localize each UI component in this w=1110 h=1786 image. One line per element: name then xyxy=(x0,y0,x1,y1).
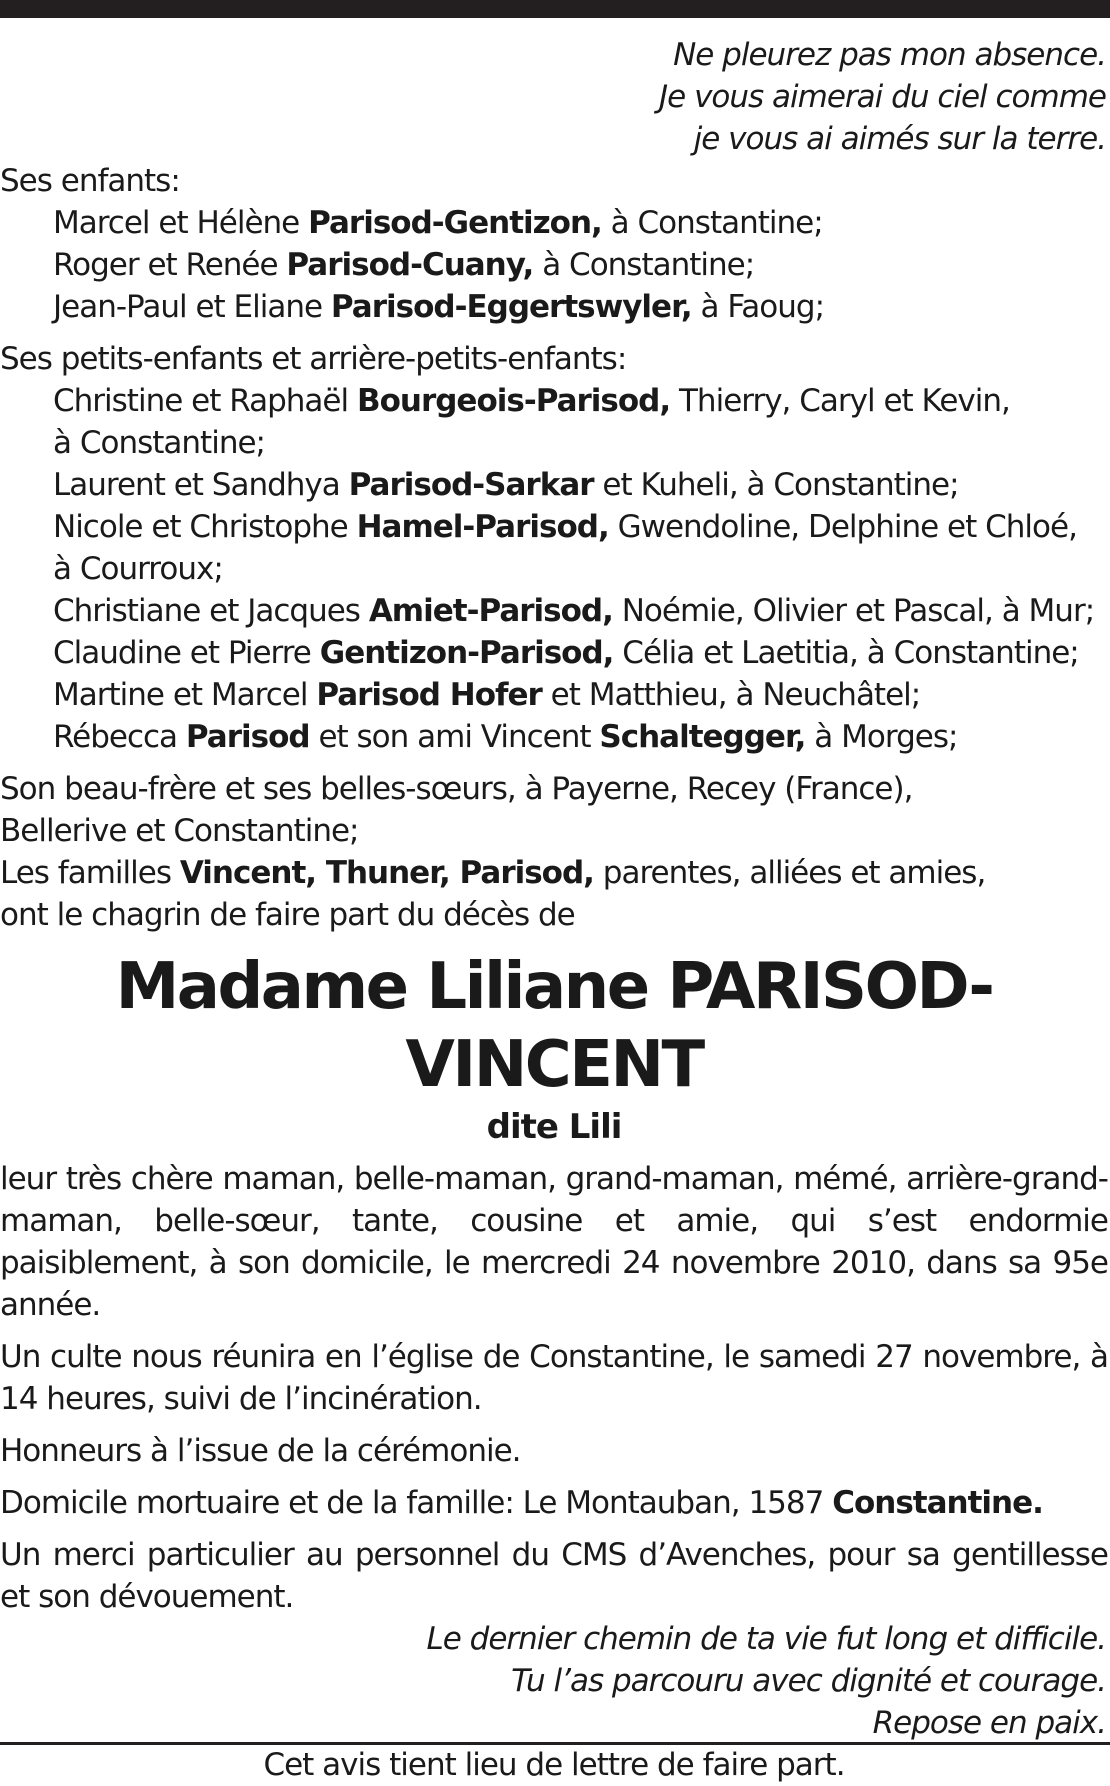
grandchild-line xyxy=(0,506,1108,548)
family-name: Bourgeois-Parisod, xyxy=(356,383,671,419)
verse-line: Repose en paix. xyxy=(872,1705,1106,1741)
tribute-paragraph: leur très chère maman, belle-maman, grand-maman, mémé, arrière-grand-maman, belle-sœur, tante, cousine et amie, qui s’est endormie paisiblement, à son domicile, le mercredi 24 novembre 2010, dans sa 95e année. xyxy=(0,1161,1108,1323)
child-line xyxy=(0,244,1108,286)
text: à Constantine; xyxy=(533,247,755,283)
family-name: Vincent, Thuner, Parisod, xyxy=(179,855,594,891)
text: parentes, alliées et amies, xyxy=(593,855,986,891)
text: Martine et Marcel xyxy=(53,677,317,713)
grandchild-line xyxy=(0,716,1108,758)
children-heading: Ses enfants: xyxy=(0,163,180,199)
text: à Faoug; xyxy=(691,289,825,325)
text: et son ami Vincent xyxy=(309,719,600,755)
text: à Constantine; xyxy=(601,205,823,241)
text: Gwendoline, Delphine et Chloé, xyxy=(608,509,1077,545)
inlaws-line: Bellerive et Constantine; xyxy=(0,813,359,849)
deceased-nickname: dite Lili xyxy=(486,1107,622,1147)
text: Roger et Renée xyxy=(53,247,287,283)
family-name: Parisod-Cuany, xyxy=(286,247,534,283)
family-name: Parisod Hofer xyxy=(316,677,542,713)
grandchild-line: à Constantine; xyxy=(53,425,265,461)
ceremony-paragraph: Un culte nous réunira en l’église de Constantine, le samedi 27 novembre, à 14 heures, suivi de l’incinération. xyxy=(0,1339,1108,1417)
verse-line: Le dernier chemin de ta vie fut long et difficile. xyxy=(426,1621,1106,1657)
epigraph-line: Je vous aimerai du ciel comme xyxy=(659,79,1106,115)
grandchild-line xyxy=(0,674,1108,716)
death-notice xyxy=(0,34,1108,1786)
epigraph-line: je vous ai aimés sur la terre. xyxy=(693,121,1106,157)
text: Claudine et Pierre xyxy=(53,635,320,671)
child-line xyxy=(0,286,1108,328)
deceased-name: Madame Liliane PARISOD-VINCENT xyxy=(115,950,993,1102)
grandchild-line xyxy=(0,380,1108,422)
verse-line: Tu l’as parcouru avec dignité et courage. xyxy=(511,1663,1106,1699)
thanks-paragraph: Un merci particulier au personnel du CMS d’Avenches, pour sa gentillesse et son dévouement. xyxy=(0,1537,1108,1615)
text: Nicole et Christophe xyxy=(53,509,357,545)
text: Les familles xyxy=(0,855,180,891)
text: Laurent et Sandhya xyxy=(53,467,349,503)
grandchild-line xyxy=(0,632,1108,674)
family-name: Amiet-Parisod, xyxy=(368,593,613,629)
family-name: Parisod-Eggertswyler, xyxy=(330,289,692,325)
inlaws-line: Son beau-frère et ses belles-sœurs, à Payerne, Recey (France), xyxy=(0,771,913,807)
grandchildren-section xyxy=(0,338,1108,758)
epigraph-line: Ne pleurez pas mon absence. xyxy=(673,37,1106,73)
family-name: Parisod-Sarkar xyxy=(348,467,594,503)
family-name: Parisod-Gentizon, xyxy=(308,205,602,241)
epigraph xyxy=(0,34,1108,160)
grandchildren-heading: Ses petits-enfants et arrière-petits-enfants: xyxy=(0,341,627,377)
child-line xyxy=(0,202,1108,244)
text: Domicile mortuaire et de la famille: Le Montauban, 1587 xyxy=(0,1485,833,1521)
family-name: Parisod xyxy=(185,719,310,755)
grandchild-line: à Courroux; xyxy=(53,551,223,587)
grandchild-line xyxy=(0,590,1108,632)
honours-paragraph: Honneurs à l’issue de la cérémonie. xyxy=(0,1433,521,1469)
place-name: Constantine. xyxy=(832,1485,1043,1521)
family-name: Gentizon-Parisod, xyxy=(319,635,614,671)
text: à Morges; xyxy=(805,719,958,755)
text: Noémie, Olivier et Pascal, à Mur; xyxy=(612,593,1095,629)
text: Christiane et Jacques xyxy=(53,593,369,629)
text: et Matthieu, à Neuchâtel; xyxy=(541,677,921,713)
grandchild-line xyxy=(0,464,1108,506)
notice-line: Cet avis tient lieu de lettre de faire part. xyxy=(263,1747,845,1783)
text: Christine et Raphaël xyxy=(53,383,357,419)
inlaws-section xyxy=(0,768,1108,936)
closing-verse xyxy=(0,1618,1108,1744)
announcement-line: ont le chagrin de faire part du décès de xyxy=(0,897,575,933)
text: Marcel et Hélène xyxy=(53,205,309,241)
text: Célia et Laetitia, à Constantine; xyxy=(613,635,1079,671)
domicile-paragraph xyxy=(0,1482,1108,1524)
text: Rébecca xyxy=(53,719,186,755)
children-section xyxy=(0,160,1108,328)
family-name: Hamel-Parisod, xyxy=(356,509,609,545)
text: Thierry, Caryl et Kevin, xyxy=(670,383,1010,419)
family-name: Schaltegger, xyxy=(599,719,806,755)
text: Jean-Paul et Eliane xyxy=(53,289,331,325)
families-line xyxy=(0,852,1108,894)
top-border xyxy=(0,0,1110,18)
text: et Kuheli, à Constantine; xyxy=(593,467,959,503)
bottom-border xyxy=(0,1742,1110,1745)
